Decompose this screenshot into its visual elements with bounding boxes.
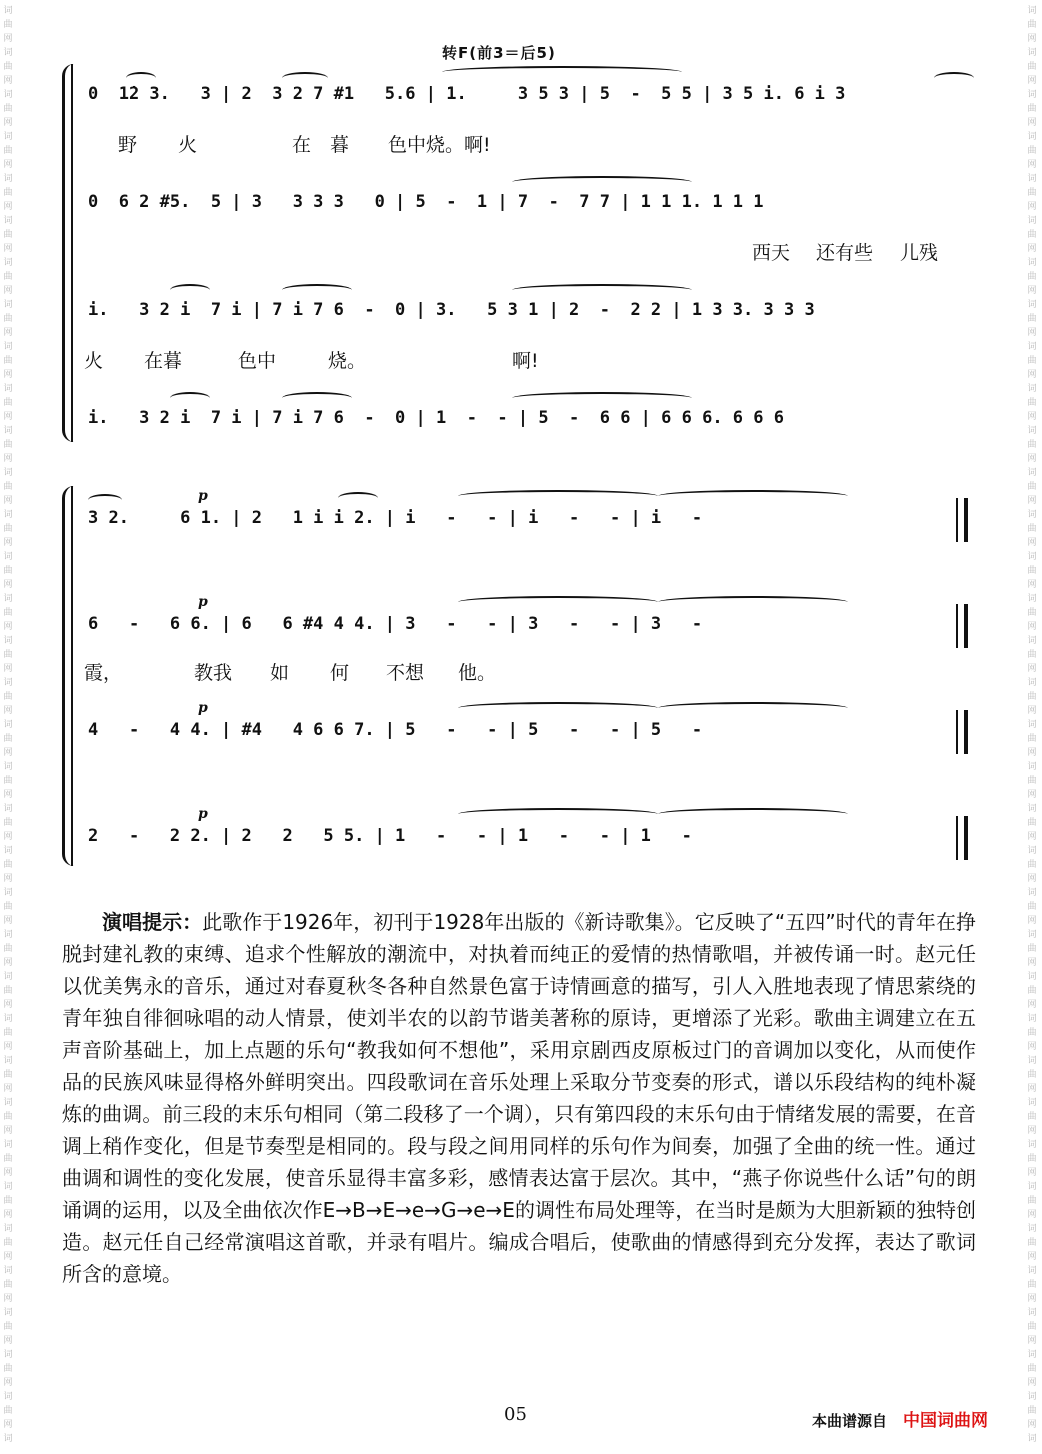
watermark-glyph: 网 [1027, 1294, 1037, 1304]
lyrics-part-2: 西天 还有些 儿残 [752, 242, 939, 264]
watermark-glyph: 曲 [3, 272, 13, 282]
watermark-glyph: 网 [1027, 706, 1037, 716]
watermark-glyph: 词 [3, 132, 13, 142]
watermark-glyph: 词 [1027, 1098, 1037, 1108]
watermark-glyph: 网 [3, 1000, 13, 1010]
staff-part-3 [62, 700, 992, 752]
watermark-glyph: 曲 [3, 1238, 13, 1248]
watermark-glyph: 词 [1027, 1350, 1037, 1360]
watermark-glyph: 网 [3, 748, 13, 758]
watermark-glyph: 网 [3, 664, 13, 674]
watermark-glyph: 曲 [3, 1406, 13, 1416]
watermark-glyph: 词 [3, 1434, 13, 1444]
watermark-glyph: 网 [3, 1336, 13, 1346]
watermark-glyph: 词 [1027, 930, 1037, 940]
watermark-glyph: 曲 [3, 734, 13, 744]
watermark-glyph: 词 [3, 1350, 13, 1360]
watermark-glyph: 词 [3, 6, 13, 16]
system-brace [62, 486, 78, 866]
notation-line: 0 1̇2 3. 3 | 2 3 2 7 #1 5.6 | 1. 3 5 3 | 5 - 5 5 | 3 5 i. 6 i 3 [88, 84, 846, 104]
watermark-glyph: 曲 [3, 1280, 13, 1290]
watermark-glyph: 曲 [1027, 776, 1037, 786]
watermark-glyph: 曲 [3, 1196, 13, 1206]
watermark-glyph: 网 [3, 286, 13, 296]
watermark-glyph: 网 [3, 1042, 13, 1052]
watermark-glyph: 曲 [3, 356, 13, 366]
watermark-glyph: 网 [1027, 1084, 1037, 1094]
watermark-glyph: 曲 [1027, 62, 1037, 72]
watermark-glyph: 曲 [1027, 230, 1037, 240]
watermark-glyph: 曲 [3, 818, 13, 828]
watermark-glyph: 网 [3, 916, 13, 926]
watermark-glyph: 词 [1027, 426, 1037, 436]
watermark-glyph: 词 [3, 972, 13, 982]
watermark-glyph: 曲 [1027, 398, 1037, 408]
watermark-glyph: 网 [3, 706, 13, 716]
watermark-glyph: 网 [1027, 454, 1037, 464]
key-change-marking: 转F(前3＝后5) [442, 44, 556, 62]
watermark-glyph: 曲 [1027, 104, 1037, 114]
staff-part-4 [62, 806, 992, 858]
watermark-glyph: 网 [1027, 748, 1037, 758]
dynamic-marking: p [198, 594, 208, 610]
staff-part-2 [62, 594, 992, 646]
watermark-glyph: 曲 [3, 230, 13, 240]
watermark-glyph: 曲 [3, 1322, 13, 1332]
watermark-glyph: 词 [3, 594, 13, 604]
staff-part-1 [62, 488, 992, 540]
notation-line: i. 3 2 i 7 i | 7 i 7 6 - 0 | 3. 5 3 1 | 2 - 2 2 | 1 3 3. 3 3 3 [88, 300, 815, 320]
notation-line: 0 6 2 #5. 5 | 3 3 3 3 0 | 5 - 1 | 7 - 7 7 | 1 1 1. 1 1 1 [88, 192, 764, 212]
watermark-glyph: 词 [3, 552, 13, 562]
watermark-glyph: 网 [3, 454, 13, 464]
dynamic-marking: p [198, 488, 208, 504]
watermark-glyph: 词 [3, 1056, 13, 1066]
watermark-glyph: 网 [3, 412, 13, 422]
watermark-glyph: 曲 [3, 692, 13, 702]
watermark-glyph: 曲 [3, 62, 13, 72]
watermark-glyph: 曲 [3, 146, 13, 156]
watermark-glyph: 词 [3, 426, 13, 436]
watermark-glyph: 曲 [3, 188, 13, 198]
watermark-glyph: 曲 [3, 650, 13, 660]
lyrics-part-2: 霞， 教我 如 何 不想 他。 [84, 662, 497, 684]
watermark-glyph: 词 [1027, 132, 1037, 142]
watermark-glyph: 网 [1027, 76, 1037, 86]
watermark-glyph: 曲 [3, 608, 13, 618]
watermark-glyph: 词 [1027, 1308, 1037, 1318]
watermark-glyph: 网 [3, 118, 13, 128]
watermark-glyph: 词 [3, 1308, 13, 1318]
watermark-glyph: 曲 [1027, 944, 1037, 954]
watermark-glyph: 曲 [1027, 524, 1037, 534]
watermark-glyph: 曲 [3, 524, 13, 534]
watermark-glyph: 词 [1027, 384, 1037, 394]
watermark-glyph: 网 [3, 1210, 13, 1220]
watermark-glyph: 曲 [1027, 566, 1037, 576]
score-system-1 [62, 64, 992, 442]
watermark-glyph: 网 [3, 622, 13, 632]
watermark-glyph: 网 [1027, 664, 1037, 674]
notation-line: i. 3 2 i 7 i | 7 i 7 6 - 0 | 1 - - | 5 - 6 6 | 6 6 6. 6 6 6 [88, 408, 784, 428]
watermark-glyph: 词 [1027, 1140, 1037, 1150]
watermark-glyph: 曲 [3, 1070, 13, 1080]
watermark-glyph: 词 [3, 720, 13, 730]
watermark-glyph: 网 [3, 34, 13, 44]
watermark-glyph: 词 [3, 1014, 13, 1024]
watermark-glyph: 词 [3, 342, 13, 352]
watermark-glyph: 曲 [1027, 146, 1037, 156]
watermark-glyph: 网 [1027, 1042, 1037, 1052]
watermark-glyph: 网 [1027, 286, 1037, 296]
staff-part-1 [62, 76, 992, 116]
watermark-glyph: 网 [1027, 1252, 1037, 1262]
watermark-glyph: 曲 [1027, 1070, 1037, 1080]
watermark-glyph: 词 [1027, 1266, 1037, 1276]
notation-line: 4 - 4 4. | #4 4 6 6 7. | 5 - - | 5 - - | 5 - [88, 720, 703, 740]
watermark-glyph: 词 [1027, 174, 1037, 184]
watermark-glyph: 词 [1027, 6, 1037, 16]
watermark-glyph: 网 [3, 832, 13, 842]
dynamic-marking: p [198, 700, 208, 716]
watermark-glyph: 曲 [3, 1364, 13, 1374]
watermark-glyph: 网 [1027, 874, 1037, 884]
watermark-glyph: 词 [3, 1392, 13, 1402]
watermark-glyph: 曲 [3, 314, 13, 324]
watermark-glyph: 词 [3, 762, 13, 772]
watermark-glyph: 网 [1027, 1126, 1037, 1136]
watermark-glyph: 网 [1027, 412, 1037, 422]
watermark-glyph: 词 [1027, 90, 1037, 100]
watermark-glyph: 词 [1027, 1392, 1037, 1402]
watermark-glyph: 网 [3, 328, 13, 338]
watermark-glyph: 网 [1027, 244, 1037, 254]
watermark-glyph: 曲 [1027, 986, 1037, 996]
source-site-link[interactable]: 中国词曲网 [903, 1411, 989, 1431]
watermark-glyph: 网 [3, 202, 13, 212]
dynamic-marking: p [198, 806, 208, 822]
watermark-glyph: 网 [3, 370, 13, 380]
watermark-glyph: 曲 [1027, 1322, 1037, 1332]
watermark-glyph: 词 [1027, 888, 1037, 898]
watermark-glyph: 词 [1027, 510, 1037, 520]
watermark-glyph: 词 [3, 468, 13, 478]
watermark-glyph: 词 [1027, 468, 1037, 478]
watermark-glyph: 曲 [1027, 1028, 1037, 1038]
watermark-glyph: 词 [3, 1224, 13, 1234]
staff-part-3 [62, 292, 992, 332]
watermark-glyph: 曲 [3, 566, 13, 576]
watermark-glyph: 词 [3, 90, 13, 100]
right-watermark [1026, 0, 1040, 1454]
watermark-glyph: 网 [3, 1420, 13, 1430]
watermark-glyph: 网 [3, 76, 13, 86]
staff-part-2 [62, 184, 992, 224]
watermark-glyph: 词 [1027, 804, 1037, 814]
left-watermark [2, 0, 16, 1454]
watermark-glyph: 词 [1027, 594, 1037, 604]
watermark-glyph: 曲 [3, 860, 13, 870]
watermark-glyph: 词 [1027, 48, 1037, 58]
watermark-glyph: 网 [3, 1168, 13, 1178]
watermark-glyph: 网 [1027, 538, 1037, 548]
watermark-glyph: 曲 [3, 902, 13, 912]
watermark-glyph: 曲 [3, 1112, 13, 1122]
watermark-glyph: 词 [1027, 1224, 1037, 1234]
notation-line: 3 2. 6 1. | 2 1 i i 2. | i - - | i - - | i - [88, 508, 703, 528]
watermark-glyph: 曲 [1027, 356, 1037, 366]
watermark-glyph: 网 [3, 958, 13, 968]
watermark-glyph: 词 [1027, 552, 1037, 562]
watermark-glyph: 网 [1027, 580, 1037, 590]
watermark-glyph: 词 [3, 1266, 13, 1276]
watermark-glyph: 网 [3, 1084, 13, 1094]
watermark-glyph: 网 [1027, 160, 1037, 170]
watermark-glyph: 网 [3, 1126, 13, 1136]
watermark-glyph: 网 [3, 1294, 13, 1304]
watermark-glyph: 曲 [1027, 818, 1037, 828]
watermark-glyph: 词 [1027, 762, 1037, 772]
watermark-glyph: 网 [3, 244, 13, 254]
watermark-glyph: 词 [1027, 678, 1037, 688]
watermark-glyph: 网 [3, 874, 13, 884]
watermark-glyph: 曲 [1027, 188, 1037, 198]
notes-text: 此歌作于1926年，初刊于1928年出版的《新诗歌集》。它反映了“五四”时代的青年在挣脱封建礼教的束缚、追求个性解放的潮流中，对执着而纯正的爱情的热情歌唱，并被传诵一时。赵元任以优美隽永的音乐，通过对春夏秋冬各种自然景色富于诗情画意的描写，引人入胜地表现了情思萦绕的青年独自徘徊咏唱的动人情景，使刘半农的以韵节谐美著称的原诗，更增添了光彩。歌曲主调建立在五声音阶基础上，加上点题的乐句“教我如何不想他”，采用京剧西皮原板过门的音调加以变化，从而使作品的民族风味显得格外鲜明突出。四段歌词在音乐处理上采取分节变奏的形式，谱以乐段结构的纯朴凝炼的曲调。前三段的末乐句相同（第二段移了一个调），只有第四段的末乐句由于情绪发展的需要，在音调上稍作变化，但是节奏型是相同的。段与段之间用同样的乐句作为间奏，加强了全曲的统一性。通过曲调和调性的变化发展，使音乐显得丰富多彩，感情表达富于层次。其中，“燕子你说些什么话”句的朗诵调的运用，以及全曲依次作E→B→E→e→G→e→E的调性布局处理等，在当时是颇为大胆新颖的独特创造。赵元任自己经常演唱这首歌，并录有唱片。编成合唱后，使歌曲的情感得到充分发挥，表达了歌词所含的意境。 [62, 910, 976, 1286]
watermark-glyph: 网 [1027, 1378, 1037, 1388]
watermark-glyph: 网 [1027, 958, 1037, 968]
watermark-glyph: 词 [1027, 258, 1037, 268]
watermark-glyph: 词 [1027, 636, 1037, 646]
watermark-glyph: 曲 [1027, 272, 1037, 282]
watermark-glyph: 词 [3, 1182, 13, 1192]
watermark-glyph: 曲 [3, 398, 13, 408]
watermark-glyph: 网 [1027, 1168, 1037, 1178]
watermark-glyph: 网 [1027, 622, 1037, 632]
watermark-glyph: 曲 [3, 20, 13, 30]
watermark-glyph: 词 [3, 846, 13, 856]
watermark-glyph: 词 [3, 300, 13, 310]
watermark-glyph: 网 [3, 1378, 13, 1388]
watermark-glyph: 曲 [3, 1154, 13, 1164]
watermark-glyph: 网 [3, 580, 13, 590]
watermark-glyph: 网 [3, 160, 13, 170]
watermark-glyph: 词 [1027, 1182, 1037, 1192]
system-brace [62, 64, 78, 442]
watermark-glyph: 曲 [3, 104, 13, 114]
watermark-glyph: 曲 [1027, 692, 1037, 702]
watermark-glyph: 词 [3, 888, 13, 898]
watermark-glyph: 网 [1027, 1000, 1037, 1010]
watermark-glyph: 网 [3, 538, 13, 548]
performance-notes [62, 906, 976, 1290]
watermark-glyph: 词 [3, 174, 13, 184]
watermark-glyph: 词 [1027, 1434, 1037, 1444]
watermark-glyph: 词 [1027, 300, 1037, 310]
watermark-glyph: 网 [1027, 1420, 1037, 1430]
watermark-glyph: 网 [1027, 496, 1037, 506]
watermark-glyph: 曲 [1027, 482, 1037, 492]
notes-label: 演唱提示： [102, 910, 203, 934]
watermark-glyph: 曲 [1027, 1364, 1037, 1374]
watermark-glyph: 曲 [1027, 1154, 1037, 1164]
watermark-glyph: 网 [1027, 202, 1037, 212]
watermark-glyph: 曲 [3, 440, 13, 450]
watermark-glyph: 词 [1027, 216, 1037, 226]
watermark-glyph: 曲 [1027, 902, 1037, 912]
watermark-glyph: 网 [1027, 118, 1037, 128]
watermark-glyph: 曲 [1027, 314, 1037, 324]
watermark-glyph: 曲 [3, 482, 13, 492]
notation-line: 2 - 2 2. | 2 2 5 5. | 1 - - | 1 - - | 1 - [88, 826, 692, 846]
watermark-glyph: 词 [3, 930, 13, 940]
watermark-glyph: 词 [1027, 972, 1037, 982]
watermark-glyph: 网 [1027, 1336, 1037, 1346]
watermark-glyph: 网 [3, 1252, 13, 1262]
watermark-glyph: 词 [3, 678, 13, 688]
watermark-glyph: 网 [1027, 370, 1037, 380]
watermark-glyph: 词 [3, 1098, 13, 1108]
score-system-2 [62, 486, 992, 866]
watermark-glyph: 曲 [1027, 440, 1037, 450]
watermark-glyph: 曲 [1027, 608, 1037, 618]
watermark-glyph: 曲 [1027, 860, 1037, 870]
watermark-glyph: 曲 [1027, 1196, 1037, 1206]
watermark-glyph: 曲 [3, 986, 13, 996]
notation-line: 6 - 6 6. | 6 6 #4 4 4. | 3 - - | 3 - - | 3 - [88, 614, 703, 634]
watermark-glyph: 网 [1027, 832, 1037, 842]
watermark-glyph: 词 [1027, 1056, 1037, 1066]
watermark-glyph: 曲 [3, 1028, 13, 1038]
watermark-glyph: 曲 [1027, 734, 1037, 744]
watermark-glyph: 网 [1027, 916, 1037, 926]
watermark-glyph: 词 [3, 804, 13, 814]
source-credit [812, 1406, 988, 1431]
watermark-glyph: 词 [3, 384, 13, 394]
watermark-glyph: 曲 [1027, 20, 1037, 30]
watermark-glyph: 网 [3, 496, 13, 506]
watermark-glyph: 词 [1027, 342, 1037, 352]
watermark-glyph: 词 [3, 258, 13, 268]
watermark-glyph: 词 [3, 510, 13, 520]
watermark-glyph: 曲 [1027, 650, 1037, 660]
watermark-glyph: 曲 [3, 776, 13, 786]
lyrics-part-1: 野 火 在 暮 色中烧。啊! [118, 134, 491, 156]
page-number: 05 [504, 1404, 527, 1425]
watermark-glyph: 词 [1027, 720, 1037, 730]
watermark-glyph: 词 [3, 48, 13, 58]
watermark-glyph: 网 [1027, 790, 1037, 800]
watermark-glyph: 词 [3, 636, 13, 646]
watermark-glyph: 曲 [3, 944, 13, 954]
source-label: 本曲谱源自 [812, 1412, 888, 1430]
lyrics-part-3: 火 在暮 色中 烧。 啊! [84, 350, 539, 372]
watermark-glyph: 曲 [1027, 1406, 1037, 1416]
watermark-glyph: 词 [3, 1140, 13, 1150]
watermark-glyph: 词 [1027, 846, 1037, 856]
watermark-glyph: 曲 [1027, 1238, 1037, 1248]
watermark-glyph: 曲 [1027, 1112, 1037, 1122]
watermark-glyph: 词 [1027, 1014, 1037, 1024]
watermark-glyph: 网 [1027, 34, 1037, 44]
staff-part-4 [62, 400, 992, 440]
watermark-glyph: 网 [1027, 328, 1037, 338]
watermark-glyph: 词 [3, 216, 13, 226]
watermark-glyph: 曲 [1027, 1280, 1037, 1290]
watermark-glyph: 网 [3, 790, 13, 800]
watermark-glyph: 网 [1027, 1210, 1037, 1220]
